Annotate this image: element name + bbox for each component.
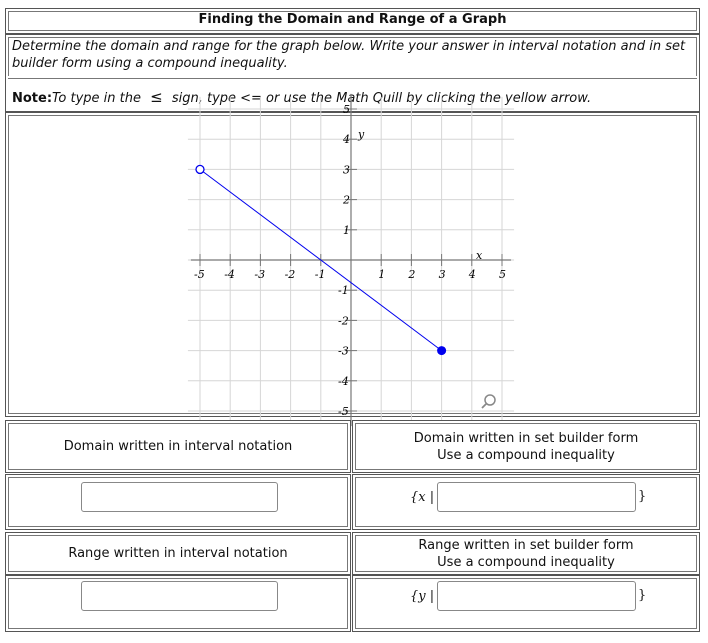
domain-set-sublabel: Use a compound inequality — [437, 447, 615, 463]
x-tick-label: -5 — [194, 268, 205, 281]
domain-interval-input[interactable] — [81, 482, 278, 512]
range-set-label-cell — [352, 532, 700, 575]
domain-interval-input-cell — [5, 474, 351, 530]
y-tick-label: 4 — [343, 133, 350, 147]
closed-endpoint — [437, 346, 446, 355]
open-endpoint — [196, 165, 204, 173]
domain-interval-label-cell — [5, 420, 351, 473]
y-tick-label: 2 — [343, 193, 350, 207]
coordinate-graph[interactable] — [6, 103, 697, 418]
y-axis-label: y — [358, 128, 365, 141]
x-tick-label: -1 — [314, 268, 326, 281]
instructions-text: Determine the domain and range for the graph below. Write your answer in interval notation and in set builder form using a compound inequality. — [12, 39, 686, 71]
range-interval-label: Range written in interval notation — [68, 546, 288, 561]
note-label: Note: — [12, 91, 53, 106]
domain-set-suffix: } — [638, 489, 647, 504]
domain-set-input-cell — [352, 474, 700, 530]
range-interval-label-cell — [5, 532, 351, 575]
y-tick-label: 5 — [343, 103, 350, 116]
x-tick-label: -2 — [284, 268, 296, 281]
graph-box — [5, 103, 700, 418]
x-tick-label: -3 — [254, 268, 266, 281]
range-set-prefix: {y | — [410, 589, 435, 604]
zoom-icon[interactable] — [482, 395, 495, 408]
x-tick-label: 5 — [499, 268, 506, 281]
leq-symbol: ≤ — [150, 88, 163, 106]
y-tick-label: -4 — [338, 374, 349, 388]
range-set-label: Range written in set builder form — [418, 537, 634, 553]
page-title: Finding the Domain and Range of a Graph — [198, 12, 507, 27]
y-tick-label: -3 — [338, 344, 349, 358]
title-box — [5, 8, 700, 34]
range-set-input[interactable] — [437, 581, 636, 611]
range-set-sublabel: Use a compound inequality — [437, 554, 615, 570]
x-tick-label: 2 — [408, 268, 416, 281]
x-axis-label: x — [476, 249, 483, 262]
domain-set-label: Domain written in set builder form — [413, 430, 639, 446]
domain-interval-label: Domain written in interval notation — [63, 439, 293, 454]
x-tick-label: 1 — [378, 268, 386, 281]
range-interval-input[interactable] — [81, 581, 278, 611]
y-tick-label: -2 — [338, 314, 349, 328]
axes — [191, 94, 511, 426]
x-tick-label: 4 — [468, 268, 476, 281]
note-text: Note:To type in the ≤ sign, type <= or use the Math Quill by clicking the yellow arrow. — [12, 88, 592, 106]
y-tick-label: 1 — [343, 223, 350, 237]
domain-set-prefix: {x | — [410, 490, 435, 505]
domain-set-label-cell — [352, 420, 700, 473]
y-tick-label: -1 — [338, 284, 349, 298]
range-interval-input-cell — [5, 575, 351, 632]
instructions-box — [5, 34, 700, 112]
y-tick-label: -5 — [338, 405, 349, 418]
range-set-suffix: } — [638, 588, 647, 603]
range-set-input-cell — [352, 575, 700, 632]
domain-set-input[interactable] — [437, 482, 636, 512]
x-tick-label: 3 — [438, 268, 446, 281]
x-tick-label: -4 — [224, 268, 235, 281]
y-tick-label: 3 — [343, 163, 350, 177]
